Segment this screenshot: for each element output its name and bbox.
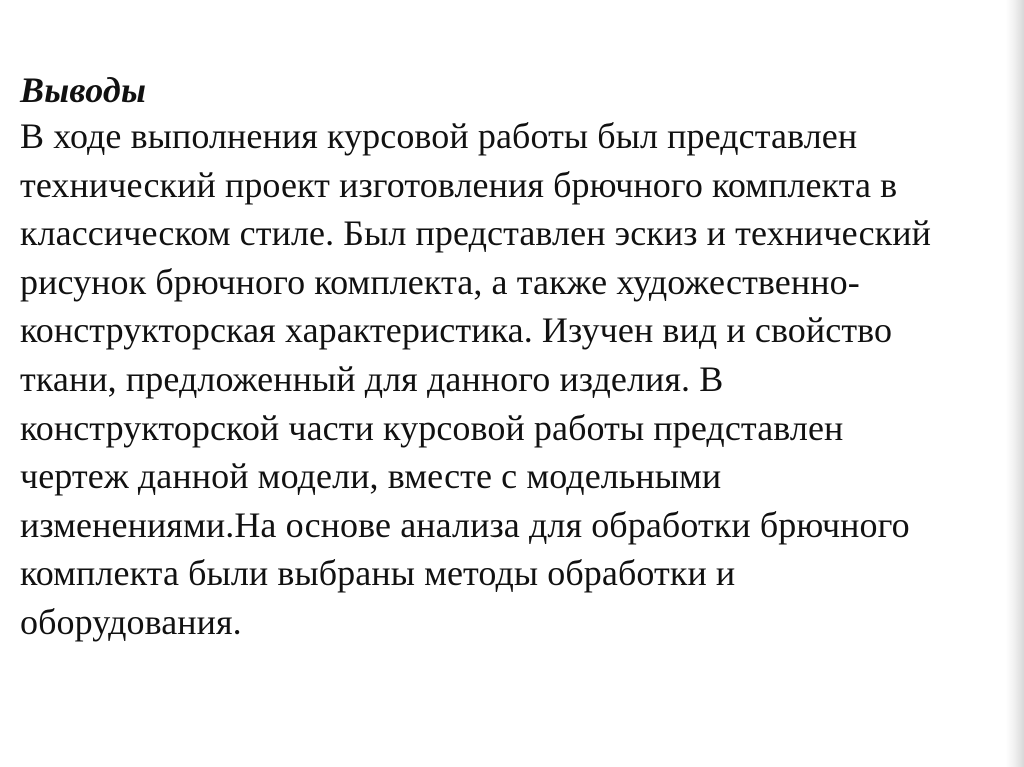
paragraph-line: комплекта были выбраны методы обработки и <box>20 553 736 594</box>
paragraph-line: В ходе выполнения курсовой работы был представлен <box>20 116 858 156</box>
paragraph-line: изменениями.На основе анализа для обработки брючного <box>20 504 910 545</box>
paragraph-line: чертеж данной модели, вместе с модельными <box>20 456 722 497</box>
paragraph-line: технический проект изготовления брючного комплекта в <box>20 164 898 205</box>
paragraph-line: ткани, предложенный для данного изделия. В <box>20 358 724 399</box>
slide-content <box>20 68 1010 647</box>
paragraph-line: конструкторской части курсовой работы представлен <box>20 407 844 448</box>
paragraph-line: рисунок брючного комплекта, а также художественно- <box>20 261 860 302</box>
slide-heading: Выводы <box>20 70 147 110</box>
conclusion-paragraph <box>20 112 1010 647</box>
paragraph-line: оборудования. <box>20 601 242 642</box>
paragraph-line: классическом стиле. Был представлен эскиз и технический <box>20 213 931 254</box>
paragraph-line: конструкторская характеристика. Изучен вид и свойство <box>20 310 893 351</box>
